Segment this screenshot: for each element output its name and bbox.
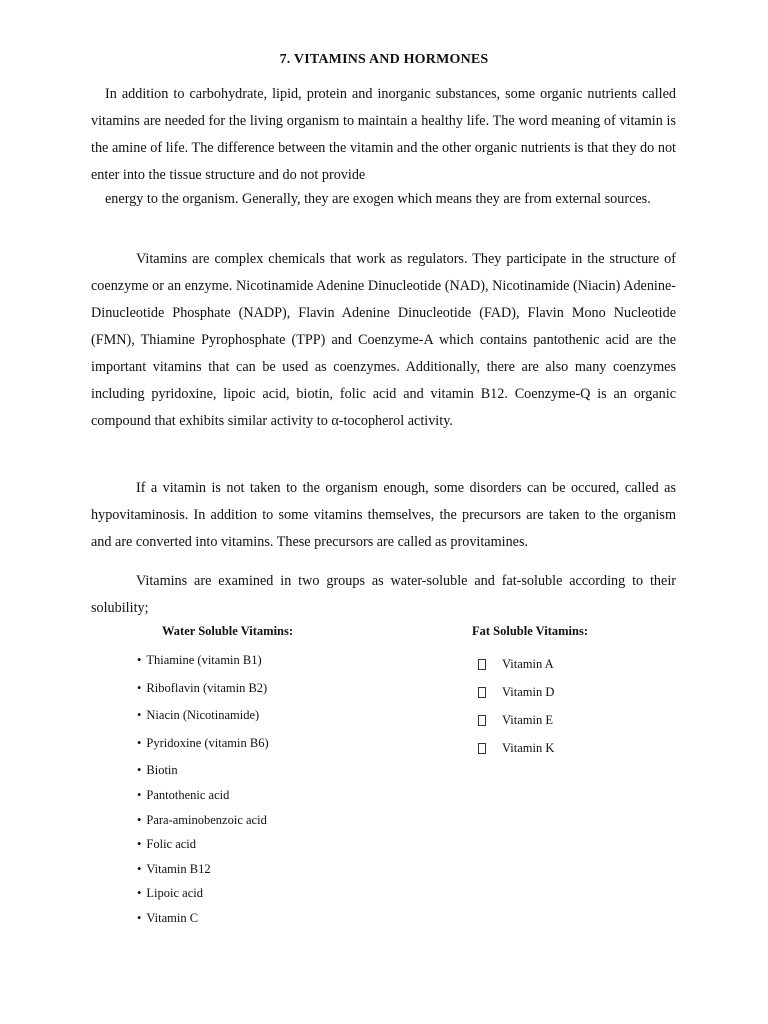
intro-paragraph-tail: energy to the organism. Generally, they are exogen which means they are from external sources.: [105, 191, 651, 207]
list-item: • Pyridoxine (vitamin B6): [137, 733, 269, 761]
water-soluble-heading: Water Soluble Vitamins:: [162, 624, 294, 638]
intro-paragraph-main: In addition to carbohydrate, lipid, protein and inorganic substances, some organic nutrients called vitamins are needed for the living organism to maintain a healthy life. The word meaning of vitamin is the amine of life. The difference between the vitamin and the other organic nutrients is that they do not enter into the tissue structure and do not provide: [91, 86, 676, 183]
checkbox-glyph-icon: [478, 715, 486, 726]
list-item-label: Vitamin K: [502, 741, 555, 755]
list-item-label: Vitamin E: [502, 713, 553, 727]
list-item: [478, 650, 554, 678]
list-item: • Folic acid: [137, 834, 269, 859]
fat-soluble-heading: Fat Soluble Vitamins:: [472, 624, 588, 638]
fat-soluble-list: [478, 650, 554, 762]
list-item-label: Vitamin D: [502, 685, 555, 699]
intro-paragraph: [91, 81, 676, 209]
list-item: • Thiamine (vitamin B1): [137, 650, 269, 678]
list-item: [478, 706, 554, 734]
list-item: [478, 734, 554, 762]
solubility-paragraph: Vitamins are examined in two groups as water-soluble and fat-soluble according to their solubility;: [91, 573, 676, 616]
list-item: • Lipoic acid: [137, 883, 269, 908]
page-title: 7. VITAMINS AND HORMONES: [279, 52, 489, 67]
list-item: • Riboflavin (vitamin B2): [137, 678, 269, 706]
water-soluble-list: [137, 650, 269, 933]
list-item: [478, 678, 554, 706]
checkbox-glyph-icon: [478, 743, 486, 754]
checkbox-glyph-icon: [478, 687, 486, 698]
list-item: • Vitamin B12: [137, 859, 269, 884]
list-item-label: Vitamin A: [502, 657, 554, 671]
coenzyme-paragraph: Vitamins are complex chemicals that work as regulators. They participate in the structure of coenzyme or an enzyme. Nicotinamide Adenine Dinucleotide (NAD), Nicotinamide (Niacin) Adenine-Dinucleotide Phosphate (NADP), Flavin Adenine Dinucleotide (FAD), Flavin Mono Nucleotide (FMN), Thiamine Pyrophosphate (TPP) and Coenzyme-A which contains pantothenic acid are the important vitamins that can be used as coenzymes. Additionally, there are also many coenzymes including pyridoxine, lipoic acid, biotin, folic acid and vitamin B12. Coenzyme-Q is an organic compound that exhibits similar activity to α-tocopherol activity.: [91, 251, 676, 429]
list-item: • Para-aminobenzoic acid: [137, 810, 269, 835]
list-item: • Biotin: [137, 760, 269, 785]
list-item: • Pantothenic acid: [137, 785, 269, 810]
hypovitaminosis-paragraph: If a vitamin is not taken to the organism enough, some disorders can be occured, called as hypovitaminosis. In addition to some vitamins themselves, the precursors are taken to the organism and are converted into vitamins. These precursors are called as provitamines.: [91, 480, 676, 550]
list-item: • Vitamin C: [137, 908, 269, 933]
checkbox-glyph-icon: [478, 659, 486, 670]
list-item: • Niacin (Nicotinamide): [137, 705, 269, 733]
